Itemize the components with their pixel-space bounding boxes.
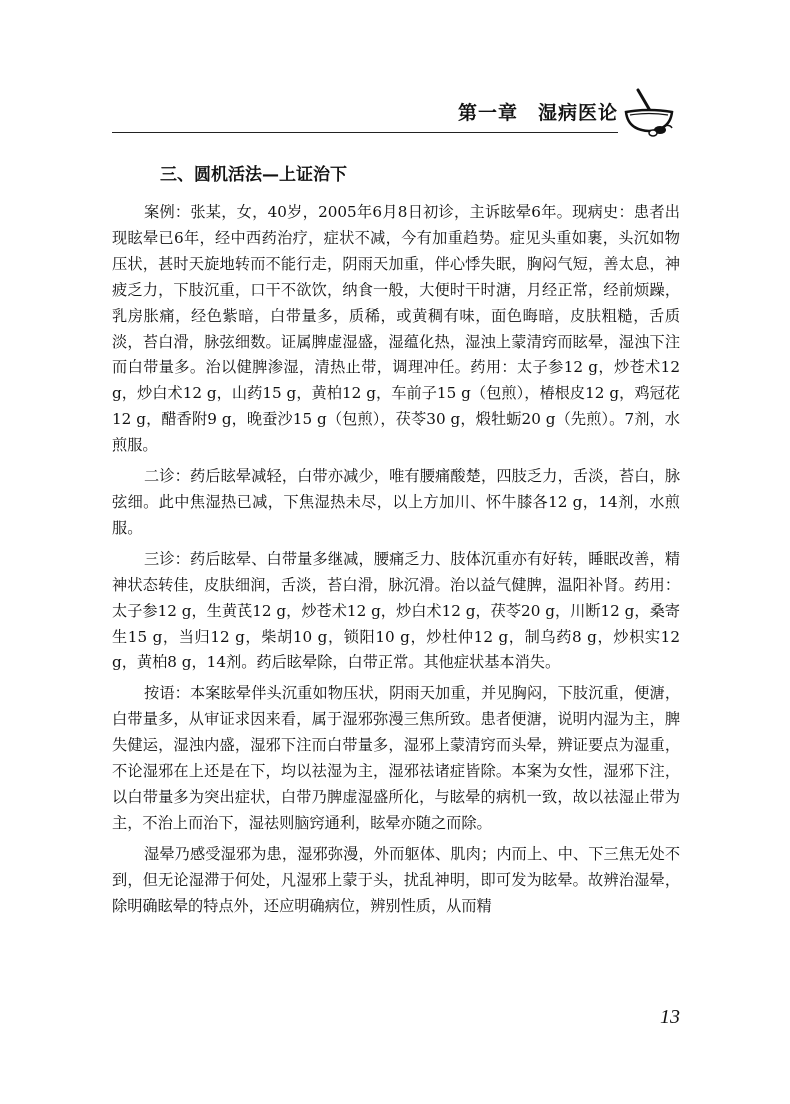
paragraph-third-visit: 三诊：药后眩晕、白带量多继减，腰痛乏力、肢体沉重亦有好转，睡眠改善，精神状态转佳，皮肤细润，舌淡，苔白滑，脉沉滑。治以益气健脾，温阳补肾。药用：太子参12 g，生黄芪12 g，炒苍术12 g，炒白术12 g，茯苓20 g，川断12 g，桑寄生15 g，当归12 g，柴胡10 g，锁阳10 g，炒杜仲12 g，制乌药8 g，炒枳实12 g，黄柏8 g，14剂。药后眩晕除，白带正常。其他症状基本消失。 — [112, 549, 680, 672]
paragraph-commentary: 按语：本案眩晕伴头沉重如物压状，阴雨天加重，并见胸闷，下肢沉重，便溏，白带量多，从审证求因来看，属于湿邪弥漫三焦所致。患者便溏，说明内湿为主，脾失健运，湿浊内盛，湿邪下注而白带量多，湿邪上蒙清窍而头晕，辨证要点为湿重，不论湿邪在上还是在下，均以祛湿为主，湿邪祛诸症皆除。本案为女性，湿邪下注，以白带量多为突出症状，白带乃脾虚湿盛所化，与眩晕的病机一致，故以祛湿止带为主，不治上而治下，湿祛则脑窍通利，眩晕亦随之而除。 — [112, 684, 680, 832]
section-title: 三、圆机活法—上证治下 — [160, 165, 347, 185]
page-number: 13 — [660, 1006, 680, 1028]
paragraph-case: 案例：张某，女，40岁，2005年6月8日初诊，主诉眩晕6年。现病史：患者出现眩晕已6年，经中西药治疗，症状不减，今有加重趋势。症见头重如裹，头沉如物压状，甚时天旋地转而不能行走，阴雨天加重，伴心悸失眠，胸闷气短，善太息，神疲乏力，下肢沉重，口干不欲饮，纳食一般，大便时干时溏，月经正常，经前烦躁，乳房胀痛，经色紫暗，白带量多，质稀，或黄稠有味，面色晦暗，皮肤粗糙，舌质淡，苔白滑，脉弦细数。证属脾虚湿盛，湿蕴化热，湿浊上蒙清窍而眩晕，湿浊下注而白带量多。治以健脾渗湿，清热止带，调理冲任。药用：太子参12 g，炒苍术12 g，炒白术12 g，山药15 g，黄柏12 g，车前子15 g（包煎），椿根皮12 g，鸡冠花12 g，醋香附9 g，晚蚕沙15 g（包煎），茯苓30 g，煅牡蛎20 g（先煎）。7剂，水煎服。 — [112, 203, 680, 455]
chapter-title: 第一章 湿病医论 — [457, 102, 618, 124]
body-text — [112, 200, 680, 924]
header-rule — [112, 132, 618, 133]
paragraph-second-visit: 二诊：药后眩晕减轻，白带亦减少，唯有腰痛酸楚，四肢乏力，舌淡，苔白，脉弦细。此中焦湿热已减，下焦湿热未尽，以上方加川、怀牛膝各12 g，14剂，水煎服。 — [112, 467, 680, 537]
paragraph-discussion: 湿晕乃感受湿邪为患，湿邪弥漫，外而躯体、肌肉；内而上、中、下三焦无处不到，但无论湿滞于何处，凡湿邪上蒙于头，扰乱神明，即可发为眩晕。故辨治湿晕，除明确眩晕的特点外，还应明确病位，辨别性质，从而精 — [112, 844, 680, 915]
page-header — [112, 84, 678, 138]
mortar-pestle-icon — [620, 84, 678, 138]
